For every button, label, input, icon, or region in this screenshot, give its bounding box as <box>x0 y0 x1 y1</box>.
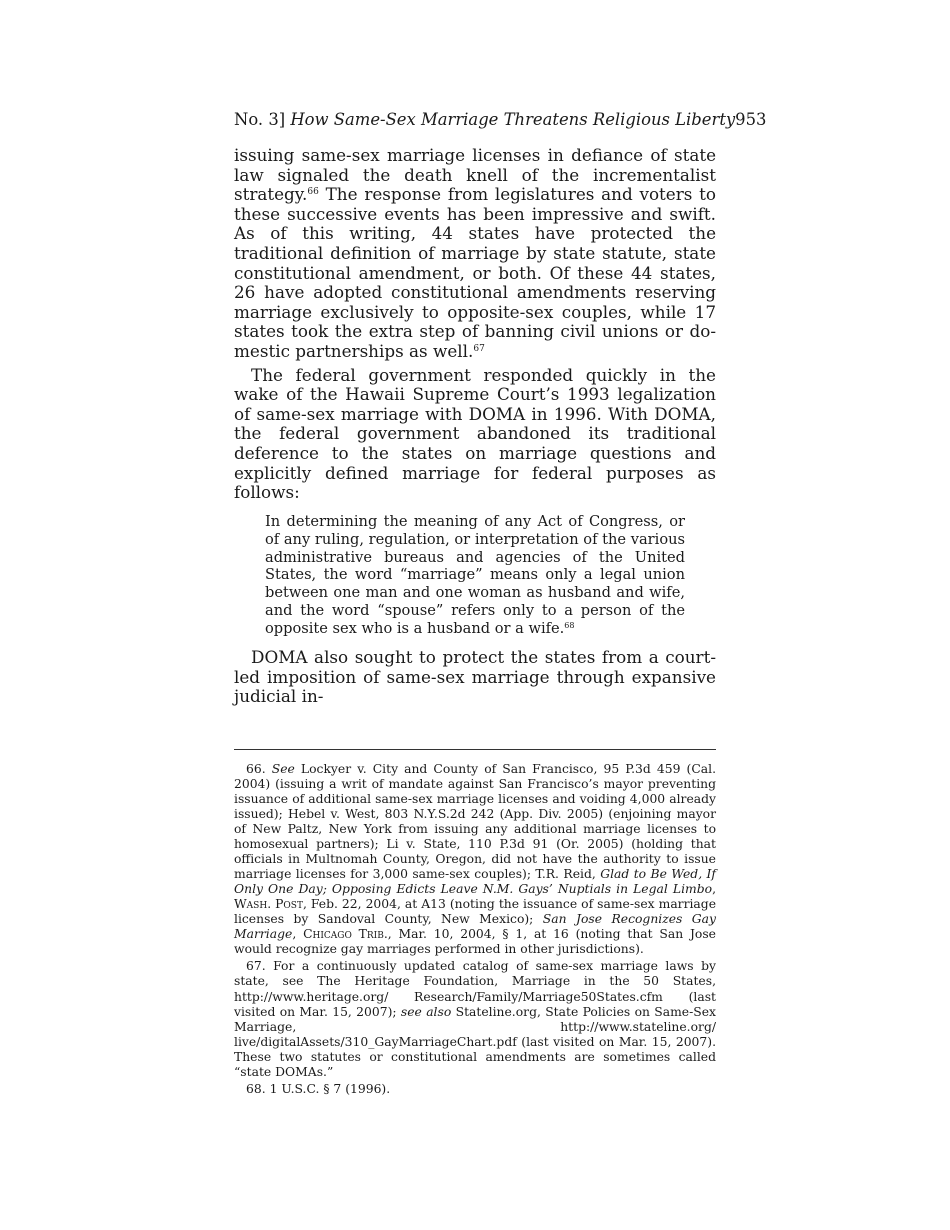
article-title: How Same-Sex Marriage Threatens Religious Liberty <box>290 110 736 129</box>
footnote-67-text-a: For a continuously updated catalog of same-sex marriage laws by state, see The Heritage Foundation, Marriage in the 50 States, http://www.heritage.org/ Research/Family/Marriage50States.cfm (last visited on Mar. 15, 2007); <box>234 959 716 1019</box>
running-header <box>234 108 767 132</box>
footnote-66-number: 66. <box>246 761 272 776</box>
footnote-66-text-b: , <box>712 882 716 897</box>
footnote-ref-68: 68 <box>564 621 575 631</box>
footnote-68-number: 68. <box>246 1081 270 1096</box>
paragraph-2: The federal government responded quickly in the wake of the Hawaii Supreme Court’s 1993 legalization of same-sex marriage with DOMA in 1996. With DOMA, the federal government abandoned its traditional deference to the states on marriage questions and explicitly defined marriage for federal purposes as follows: <box>234 364 716 503</box>
paragraph-3: DOMA also sought to protect the states from a court-led imposition of same-sex marriage through expansive judicial in- <box>234 647 716 707</box>
footnote-66-text-a: Lockyer v. City and County of San Francisco, 95 P.3d 459 (Cal. 2004) (issuing a writ of mandate against San Francisco’s mayor preventing issuance of additional same-sex marriage licenses and voiding 4,000 already issued); Hebel v. West, 803 N.Y.S.2d 242 (App. Div. 2005) (enjoining mayor of New Paltz, New York from issuing any additional marriage licenses to homosexual partners); Li v. State, 110 P.3d 91 (Or. 2005) (holding that officials in Multnomah County, Oregon, did not have the authority to issue marriage licenses for 3,000 same-sex couples); T.R. Reid, <box>234 761 716 882</box>
footnote-66-text-c: , Feb. 22, 2004, at A13 (noting the issuance of same-sex marriage licenses by Sandoval County, New Mexico); <box>234 897 716 927</box>
footnote-divider <box>234 749 716 750</box>
footnote-66 <box>234 762 716 958</box>
header-left <box>234 108 735 132</box>
issue-number: No. 3] <box>234 110 286 129</box>
footnote-66-publication-1: Wash. Post <box>234 897 303 912</box>
footnote-68 <box>234 1082 716 1097</box>
footnote-ref-66: 66 <box>307 187 319 198</box>
quote-text: In determining the meaning of any Act of Congress, or of any ruling, regulation, or interpretation of the various administrative bureaus and agencies of the United States, the word “marriage” means only a legal union between one man and one woman as husband and wife, and the word “spouse” refers only to a person of the opposite sex who is a husband or a wife. <box>265 512 685 638</box>
footnote-68-text: 1 U.S.C. § 7 (1996). <box>269 1081 391 1096</box>
footnote-67-text-b: Stateline.org, State Policies on Same-Sex Marriage, http://www.stateline.org/ live/digitalAssets/310_GayMarriageChart.pdf (last visited on Mar. 15, 2007). These two statutes or constitutional amendments are sometimes called “state DOMAs.” <box>234 1004 716 1079</box>
document-page <box>234 108 767 1099</box>
paragraph-1-text-a: issuing same-sex marriage licenses in defiance of state law signaled the death knell of the incrementalist strategy. <box>234 145 716 205</box>
footnotes <box>234 762 716 1097</box>
footnote-67-number: 67. <box>246 959 274 974</box>
footnote-66-text-d: , <box>292 927 304 942</box>
footnote-66-signal: See <box>271 761 295 776</box>
page-number: 953 <box>735 110 767 129</box>
paragraph-1-text-b: The response from legislatures and voters to these successive events has been impressive and swift. As of this writing, 44 states have protected the traditional definition of marriage by state statute, state constitutional amendment, or both. Of these 44 states, 26 have adopted constitutional amendments reserving marriage exclusively to opposite-sex couples, while 17 states took the extra step of banning civil unions or domestic partnerships as well. <box>234 184 716 361</box>
footnote-66-article-title-1: Glad to Be Wed, If Only One Day; Opposing Edicts Leave N.M. Gays’ Nuptials in Legal Limbo <box>234 867 716 897</box>
footnote-67 <box>234 959 716 1079</box>
footnote-67-signal: see also <box>400 1004 452 1019</box>
footnote-66-publication-2: Chicago Trib. <box>303 927 388 942</box>
footnote-66-article-title-2: San Jose Recognizes Gay Marriage <box>234 912 716 942</box>
block-quote <box>265 513 685 638</box>
footnote-66-text-e: , Mar. 10, 2004, § 1, at 16 (noting that San Jose would recognize gay marriages performed in other jurisdictions). <box>234 927 716 957</box>
paragraph-1 <box>234 146 716 362</box>
footnote-ref-67: 67 <box>473 343 485 354</box>
